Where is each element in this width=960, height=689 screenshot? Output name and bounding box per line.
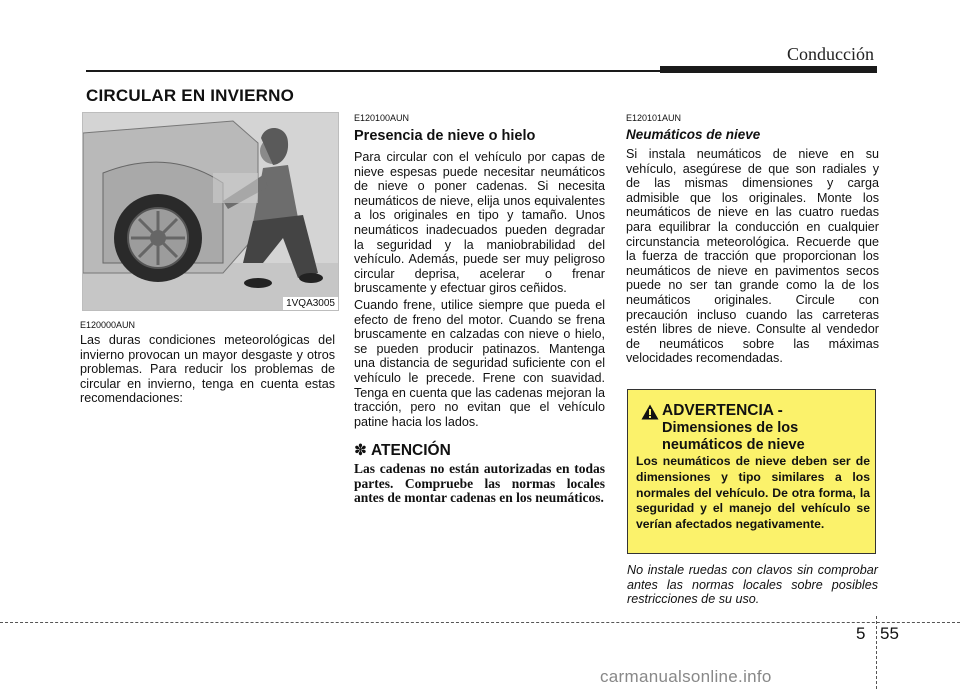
column-left: [80, 112, 335, 406]
page-number: 55: [880, 624, 899, 643]
section-heading: Neumáticos de nieve: [626, 127, 761, 142]
header-rule-thick: [660, 66, 877, 73]
footer-divider: [876, 616, 877, 689]
section-code: E120100AUN: [354, 113, 410, 123]
paragraph: Para circular con el vehículo por capas de nieve espesas puede necesitar neumáticos de nieve o poner cadenas. Si necesita neumáticos de nieve, elija unos equivalentes a los originales en tipo y tamaño. Unos neumáticos inadecuados pueden degradar la seguridad y la maniobrabilidad del vehículo. Además, puede ser muy peligroso circular deprisa, acelerar o frenar bruscamente y efectuar giros ceñidos.: [354, 150, 605, 296]
warning-subtitle: neumáticos de nieve: [662, 437, 805, 453]
woman-checking-tire-drawing: [83, 113, 338, 310]
caution-title: ATENCIÓN: [371, 441, 451, 459]
warning-text: Los neumáticos de nieve deben ser de dimensiones y tipo similares a los normales del vehículo. De otra forma, la seguridad y el manejo del vehículo se verían afectados negativamente.: [636, 454, 870, 532]
chapter-number: 5: [856, 624, 866, 643]
warning-subtitle: Dimensiones de los: [662, 420, 799, 436]
caution-icon: ✽: [354, 442, 367, 460]
note-text: No instale ruedas con clavos sin comprobar antes las normas locales sobre posibles restricciones de su uso.: [627, 563, 878, 607]
warning-triangle-icon: [641, 404, 659, 420]
section-heading: Presencia de nieve o hielo: [354, 128, 536, 144]
caution-heading: [354, 441, 605, 460]
page-title: CIRCULAR EN INVIERNO: [86, 86, 295, 105]
warning-box: [627, 389, 876, 554]
paragraph: Si instala neumáticos de nieve en su vehículo, asegúrese de que son radiales y de las mismas dimensiones y carga admisible que los originales. Monte los neumáticos de nieve en las cuatro ruedas para equilibrar la conducción en cualquier circunstancia meteorológica. Recuerde que la fuerza de tracción que proporcionan los neumáticos de nieve en pavimentos secos puede no ser tan grande como la de los neumáticos originales. Circule con precaución incluso cuando las carreteras estén libres de nieve. Consulte al vendedor de neumáticos sobre las máximas velocidades recomendadas.: [626, 147, 879, 366]
watermark: carmanualsonline.info: [600, 667, 772, 686]
intro-paragraph: Las duras condiciones meteorológicas del invierno provocan un mayor desgaste y otros problemas. Para reducir los problemas de circular en invierno, tenga en cuenta estas recomendaciones:: [80, 333, 335, 406]
warning-title: ADVERTENCIA -: [662, 402, 783, 419]
image-code: 1VQA3005: [283, 297, 338, 310]
caution-text: Las cadenas no están autorizadas en todas partes. Compruebe las normas locales antes de montar cadenas en los neumáticos.: [354, 461, 605, 506]
section-code: E120101AUN: [626, 113, 682, 123]
column-right: [626, 112, 879, 366]
running-header-section: Conducción: [787, 44, 874, 64]
column-middle: [354, 112, 605, 506]
header-rule: [86, 70, 660, 72]
warning-heading: [662, 402, 805, 454]
footer-rule: [0, 622, 960, 623]
paragraph: Cuando frene, utilice siempre que pueda el efecto de freno del motor. Cuando se frena bruscamente en calzadas con nieve o hielo, se pueden producir patinazos. Mantenga una distancia de seguridad suficiente con el vehículo le precede. Frene con suavidad. Tenga en cuenta que las cadenas mejoran la tracción, pero no evitan que el vehículo patine hacia los lados.: [354, 297, 605, 429]
section-code: E120000AUN: [80, 320, 136, 330]
snow-tire-illustration: [82, 112, 339, 311]
